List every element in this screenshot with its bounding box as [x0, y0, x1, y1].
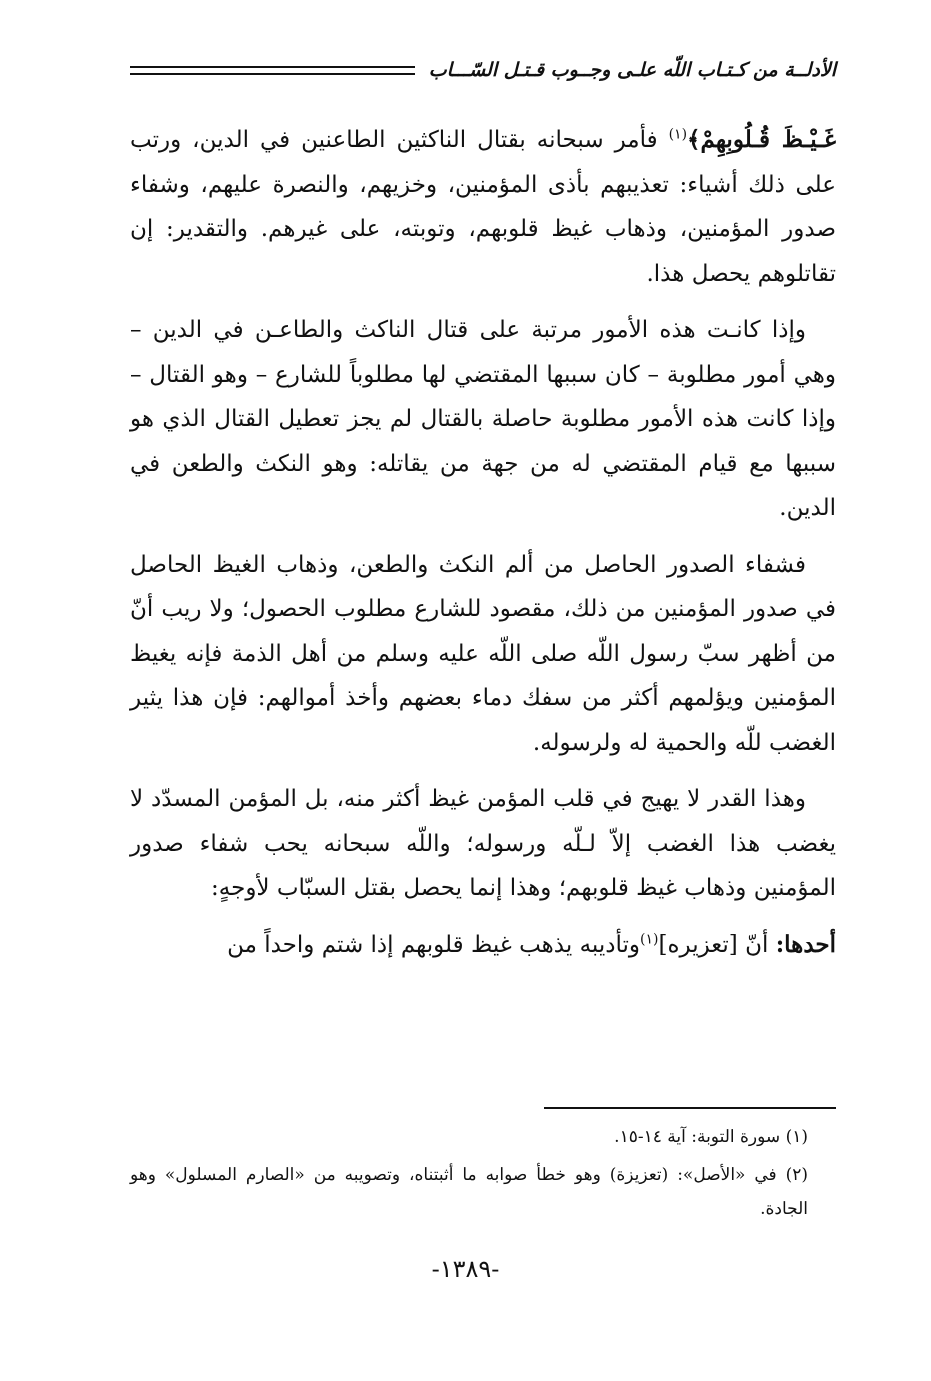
paragraph-5-text-b: وتأديبه يذهب غيظ قلوبهم إذا شتم واحداً من	[227, 931, 641, 958]
header-double-rule	[130, 66, 415, 75]
paragraph-5-text-a: أنّ [تعزيره]	[658, 931, 776, 958]
footnote-ref-1: (١)	[668, 126, 688, 143]
quran-verse-ending: غَـيْـظَ قُـلُوبِهِمْ﴾	[687, 126, 836, 153]
page-number: -١٣٨٩-	[431, 1255, 500, 1283]
paragraph-4: وهذا القدر لا يهيج في قلب المؤمن غيظ أكثر منه، بل المؤمن المسدّد لا يغضب هذا الغضب إلاّ لـلّه ورسوله؛ واللّه سبحانه يحب شفاء صدور المؤمنين وذهاب غيظ قلوبهم؛ وهذا إنما يحصل بقتل السبّاب لأوجهٍ:	[130, 786, 836, 901]
paragraph-2: وإذا كانـت هذه الأمور مرتبة على قتال الناكث والطاعـن في الدين – وهي أمور مطلوبة – كان سببها المقتضي لها مطلوباً للشارع – وهو القتال – وإذا كانت هذه الأمور مطلوبة حاصلة بالقتال لم يجز تعطيل القتال الذي هو سببها مع قيام المقتضي له من جهة من يقاتله: وهو النكث والطعن في الدين.	[130, 317, 836, 521]
paragraph-5	[130, 923, 836, 968]
footnote-2: (٢) في «الأصل»: (تعزيزة) وهو خطأ صوابه ما أثبتناه، وتصويبه من «الصارم المسلول» وهو الجادة.	[130, 1165, 808, 1219]
footnote-1: (١) سورة التوبة: آية ١٤-١٥.	[614, 1127, 808, 1147]
header-title: الأدلــة من كـتـاب اللّه علـى وجــوب قـتـل السّـــاب	[428, 59, 836, 81]
paragraph-1	[130, 118, 836, 296]
paragraph-3: فشفاء الصدور الحاصل من ألم النكث والطعن، وذهاب الغيظ الحاصل في صدور المؤمنين من ذلك، مقصود للشارع مطلوب الحصول؛ ولا ريب أنّ من أظهر سبّ رسول اللّه صلى اللّه عليه وسلم من أهل الذمة فإنه يغيظ المؤمنين ويؤلمهم أكثر من سفك دماء بعضهم وأخذ أموالهم: فإن هذا يثير الغضب للّه والحمية له ولرسوله.	[130, 551, 836, 756]
footnote-separator	[544, 1107, 836, 1109]
paragraph-1-text: فأمر سبحانه بقتال الناكثين الطاعنين في الدين، ورتب على ذلك أشياء: تعذيبهم بأذى المؤمنين، وخزيهم، والنصرة عليهم، وشفاء صدور المؤمنين، وذهاب غيظ قلوبهم، وتوبته، على غيرهم. والتقدير: إن تقاتلوهم يحصل هذا.	[130, 127, 836, 287]
paragraph-5-lead: أحدها:	[775, 930, 836, 958]
main-text	[130, 118, 836, 979]
running-header	[130, 54, 836, 86]
footnotes	[130, 1120, 836, 1230]
footnote-ref-2: (١)	[640, 930, 659, 947]
